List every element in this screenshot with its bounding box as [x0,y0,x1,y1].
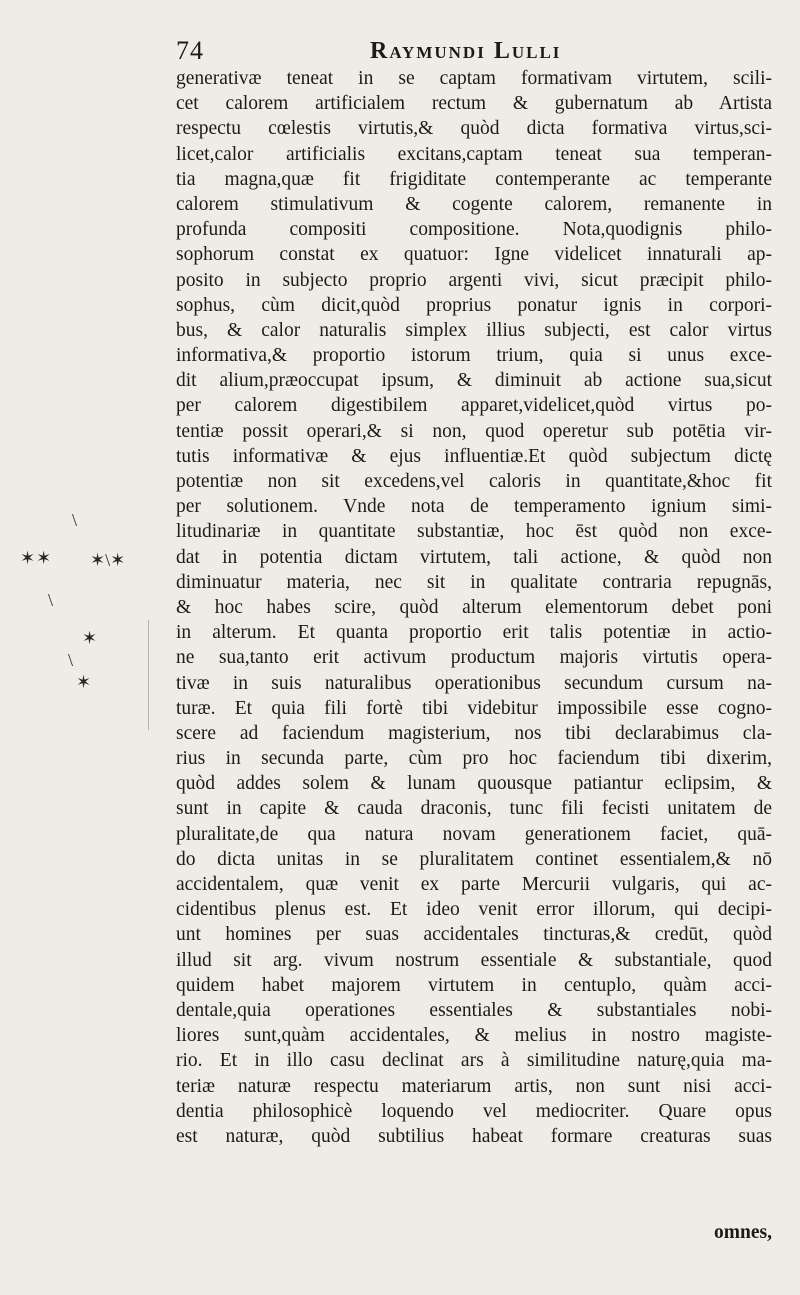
text-line: generativæ teneat in se captam formativam virtutem, scili- [176,68,772,89]
margin-rule [148,620,149,730]
text-line: bus, & calor naturalis simplex illius subjecti, est calor virtus [176,319,772,341]
text-line: illud sit arg. vivum nostrum essentiale & substantiale, quod [176,949,772,971]
text-line: tia magna,quæ fit frigiditate contemperante ac temperante [176,168,772,190]
margin-mark: ✶\✶ [90,550,126,570]
text-line: per solutionem. Vnde nota de temperamento ignium simi- [176,496,772,518]
text-line: do dicta unitas in se pluralitatem continet essentialem,& nō [176,848,772,870]
text-line: pluralitate,de qua natura novam generationem faciet, quā- [176,823,772,845]
text-line: teriæ naturæ respectu materiarum artis, non sunt nisi acci- [176,1075,772,1097]
text-line: cet calorem artificialem rectum & gubernatum ab Artista [176,93,772,115]
text-line: quidem habet majorem virtutem in centuplo, quàm acci- [176,974,772,996]
text-line: dentia philosophicè loquendo vel mediocriter. Quare opus [176,1100,772,1122]
text-line: scere ad faciendum magisterium, nos tibi declarabimus cla- [176,722,772,744]
text-line: dit alium,præoccupat ipsum, & diminuit ab actione sua,sicut [176,370,772,392]
text-line: est naturæ, quòd subtilius habeat formare creaturas suas [176,1125,772,1147]
text-line: sunt in capite & cauda draconis, tunc fili fecisti unitatem de [176,798,772,820]
text-line: rius in secunda parte, cùm pro hoc faciendum tibi dixerim, [176,748,772,770]
text-line: profunda compositi compositione. Nota,quodignis philo- [176,219,772,241]
text-line: dat in potentia dictam virtutem, tali actione, & quòd non [176,546,772,568]
text-line: posito in subjecto proprio argenti vivi, sicut præcipit philo- [176,269,772,291]
text-line: licet,calor artificialis excitans,captam teneat sua temperan- [176,143,772,165]
text-line: ne sua,tanto erit activum productum majoris virtutis opera- [176,647,772,669]
margin-mark: \ [48,590,54,610]
text-line: sophorum constat ex quatuor: Igne videlicet innaturali ap- [176,244,772,266]
text-line: quòd addes solem & lunam quousque patiantur eclipsim, & [176,773,772,795]
text-line: unt homines per suas accidentales tincturas,& credūt, quòd [176,924,772,946]
running-head: Raymundi Lulli [370,38,562,64]
text-line: informativa,& proportio istorum trium, quia si unus exce- [176,345,772,367]
text-line: dentale,quia operationes essentiales & substantiales nobi- [176,999,772,1021]
text-line: liores sunt,quàm accidentales, & melius in nostro magiste- [176,1025,772,1047]
text-line: turæ. Et quia fili fortè tibi videbitur impossibile esse cogno- [176,697,772,719]
text-line: diminuatur materia, nec sit in qualitate contraria repugnās, [176,571,772,593]
text-line: tentiæ possit operari,& si non, quod operetur sub potētia vir- [176,420,772,442]
text-line: sophus, cùm dicit,quòd proprius ponatur ignis in corpori- [176,294,772,316]
text-line: calorem stimulativum & cogente calorem, remanente in [176,193,772,215]
text-line: & hoc habes scire, quòd alterum elementorum debet poni [176,596,772,618]
margin-marks [20,510,160,690]
margin-mark: \ [72,510,78,530]
text-line: tivæ in suis naturalibus operationibus secundum cursum na- [176,672,772,694]
text-line: potentiæ non sit excedens,vel caloris in quantitate,&hoc fit [176,471,772,492]
margin-mark: \ [68,650,74,670]
catchword: omnes, [714,1222,772,1243]
text-line: in alterum. Et quanta proportio erit talis potentiæ in actio- [176,622,772,644]
text-block [176,66,772,1149]
text-line: tutis informativæ & ejus influentiæ.Et quòd subjectum dictę [176,445,772,467]
text-line: rio. Et in illo casu declinat ars à similitudine naturę,quia ma- [176,1050,772,1072]
page-header [176,36,716,66]
margin-mark: ✶ [76,672,92,692]
text-line: litudinariæ in quantitate substantiæ, hoc ēst quòd non exce- [176,521,772,543]
margin-mark: ✶ [82,628,98,648]
text-line: per calorem digestibilem apparet,videlicet,quòd virtus po- [176,395,772,417]
page-number: 74 [176,36,204,65]
text-line: cidentibus plenus est. Et ideo venit error illorum, qui decipi- [176,899,772,921]
text-line: respectu cœlestis virtutis,& quòd dicta formativa virtus,sci- [176,118,772,140]
text-line: accidentalem, quæ venit ex parte Mercurii vulgaris, qui ac- [176,874,772,895]
margin-mark: ✶✶ [20,548,53,568]
